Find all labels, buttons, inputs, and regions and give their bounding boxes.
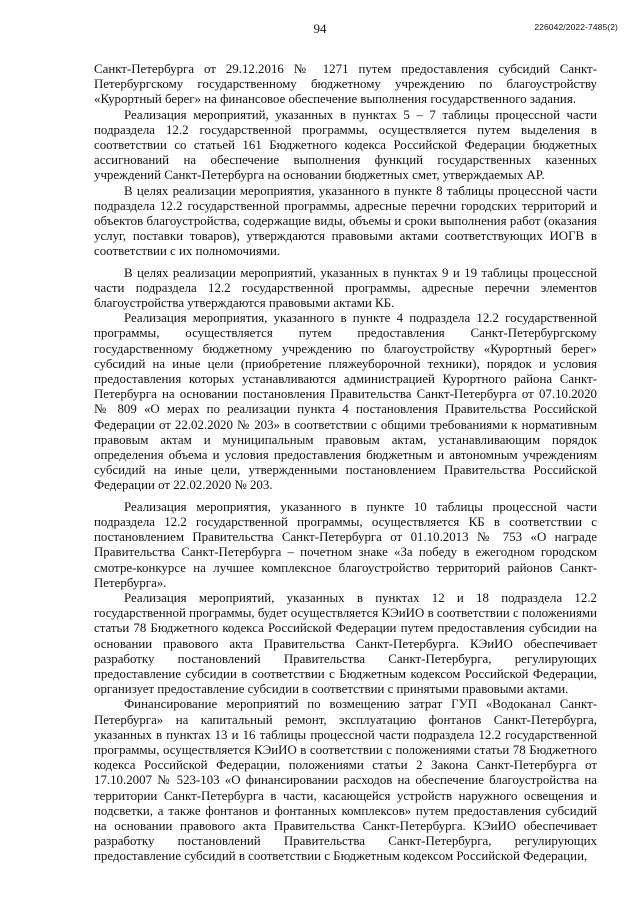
paragraph-continuation: Санкт-Петербурга от 29.12.2016 № 1271 путем предоставления субсидий Санкт-Петербургскому государственному бюджетному учреждению по благоустройству «Курортный берег» на финансовое обеспечение выполнения государственного задания.	[94, 62, 597, 107]
document-body	[94, 62, 597, 865]
page-number: 94	[313, 21, 327, 36]
paragraph: Реализация мероприятия, указанного в пункте 10 таблицы процессной части подраздела 12.2 государственной программы, осуществляется КБ в соответствии с постановлением Правительства Санкт-Петербурга от 01.10.2013 № 753 «О награде Правительства Санкт-Петербурга – почетном знаке «За победу в ежегодном городском смотре-конкурсе на лучшее комплексное благоустройство территорий районов Санкт-Петербурга».	[94, 499, 597, 590]
paragraph: Реализация мероприятий, указанных в пунктах 12 и 18 подраздела 12.2 государственной программы, будет осуществляется КЭиИО в соответствии с положениями статьи 78 Бюджетного кодекса Российской Федерации путем предоставления субсидии на основании правового акта Правительства Санкт-Петербурга. КЭиИО обеспечивает разработку постановлений Правительства Санкт-Петербурга, регулирующих предоставление субсидии в соответствии с Бюджетным кодексом Российской Федерации, организует предоставление субсидии в соответствии с принятыми правовыми актами.	[94, 590, 597, 697]
paragraph: Финансирование мероприятий по возмещению затрат ГУП «Водоканал Санкт-Петербурга» на капитальный ремонт, эксплуатацию фонтанов Санкт-Петербурга, указанных в пунктах 13 и 16 таблицы процессной части подраздела 12.2 государственной программы, осуществляется КЭиИО в соответствии с положениями статьи 78 Бюджетного кодекса Российской Федерации, положениями статьи 2 Закона Санкт-Петербурга от 17.10.2007 № 523-103 «О финансировании расходов на обеспечение благоустройства на территории Санкт-Петербурга в части, касающейся устройств наружного освещения и подсветки, а также фонтанов и фонтанных комплексов» путем предоставления субсидий на основании правового акта Правительства Санкт-Петербурга. КЭиИО обеспечивает разработку постановлений Правительства Санкт-Петербурга, регулирующих предоставление субсидий в соответствии с Бюджетным кодексом Российской Федерации,	[94, 697, 597, 864]
paragraph: Реализация мероприятий, указанных в пунктах 5 – 7 таблицы процессной части подраздела 12.2 государственной программы, осуществляется путем выделения в соответствии со статьей 161 Бюджетного кодекса Российской Федерации бюджетных ассигнований на обеспечение выполнения функций государственных казенных учреждений Санкт-Петербурга на основании бюджетных смет, утверждаемых АР.	[94, 107, 597, 183]
paragraph: В целях реализации мероприятия, указанного в пункте 8 таблицы процессной части подраздела 12.2 государственной программы, адресные перечни городских территорий и объектов благоустройства, содержащие виды, объемы и сроки выполнения работ (оказания услуг, поставки товаров), утверждаются правовыми актами соответствующих ИОГВ в соответствии с их полномочиями.	[94, 183, 597, 259]
paragraph: Реализация мероприятия, указанного в пункте 4 подраздела 12.2 государственной программы, осуществляется путем предоставления Санкт-Петербургскому государственному бюджетному учреждению по благоустройству «Курортный берег» субсидий на иные цели (приобретение пляжеуборочной техники), порядок и условия предоставления которых устанавливаются администрацией Курортного района Санкт-Петербурга на основании постановления Правительства Санкт-Петербурга от 07.10.2020 № 809 «О мерах по реализации пункта 4 постановления Правительства Российской Федерации от 22.02.2020 № 203» в соответствии с общими требованиями к нормативным правовым актам и муниципальным правовым актам, устанавливающим порядок определения объема и условия предоставления бюджетным и автономным учреждениям субсидий на иные цели, утвержденными постановлением Правительства Российской Федерации от 22.02.2020 № 203.	[94, 311, 597, 493]
document-code: 226042/2022-7485(2)	[534, 22, 618, 32]
paragraph: В целях реализации мероприятий, указанных в пунктах 9 и 19 таблицы процессной части подраздела 12.2 государственной программы, адресные перечни элементов благоустройства утверждаются правовыми актами КБ.	[94, 265, 597, 311]
